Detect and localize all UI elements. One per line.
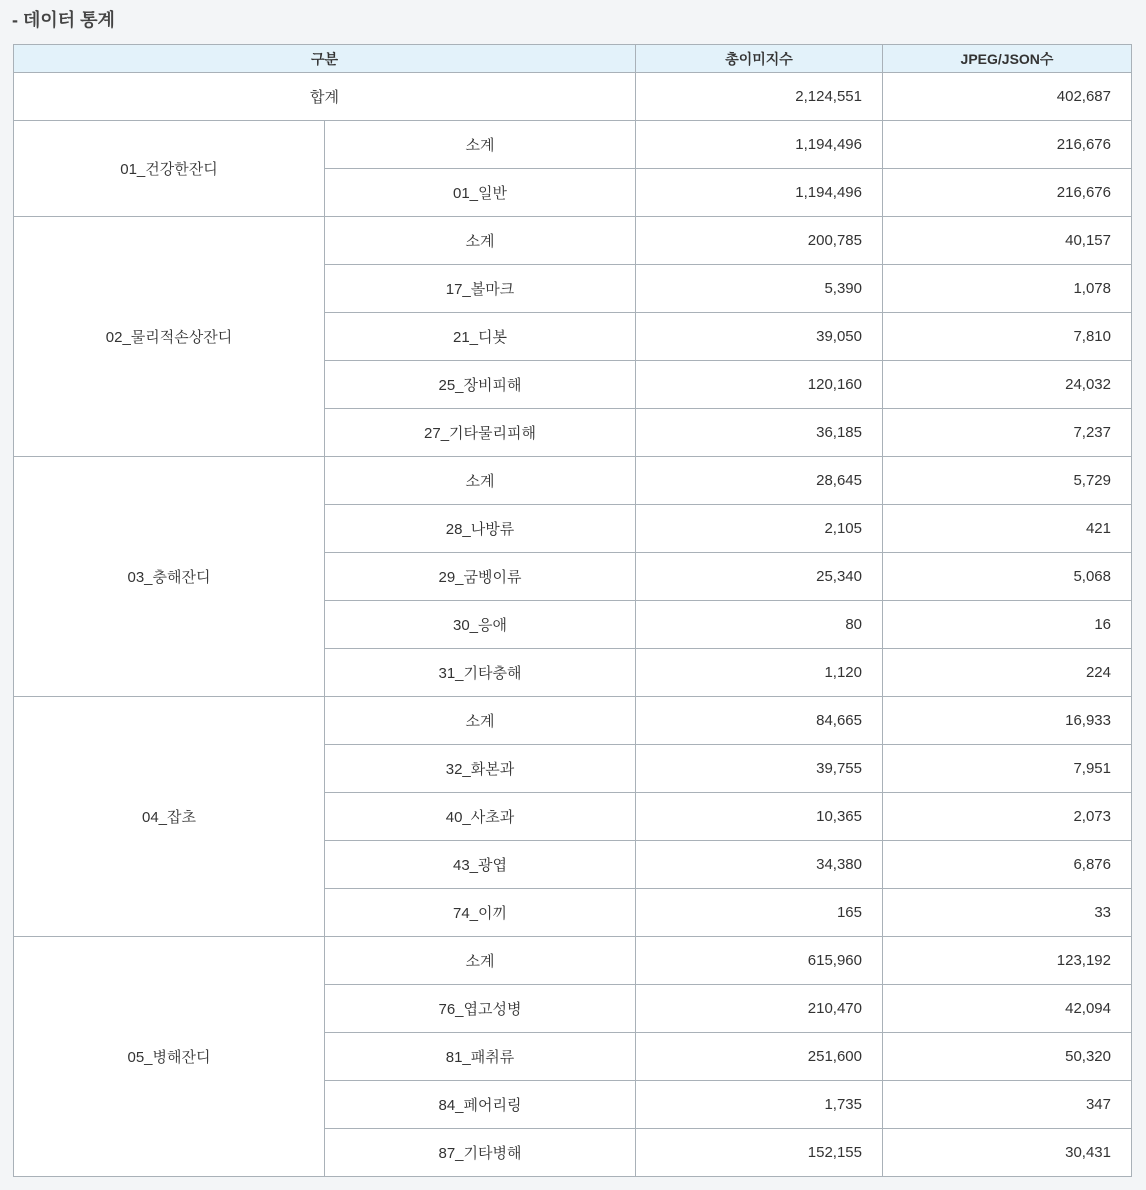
jpeg-json-value: 216,676 — [883, 121, 1132, 169]
total-images-value: 1,120 — [636, 649, 883, 697]
jpeg-json-value: 30,431 — [883, 1129, 1132, 1177]
row-label: 25_장비피해 — [325, 361, 636, 409]
total-row — [14, 73, 1132, 121]
row-label: 28_나방류 — [325, 505, 636, 553]
row-label: 43_광엽 — [325, 841, 636, 889]
row-label: 29_굼벵이류 — [325, 553, 636, 601]
table-row — [14, 217, 1132, 265]
jpeg-json-value: 347 — [883, 1081, 1132, 1129]
jpeg-json-value: 7,237 — [883, 409, 1132, 457]
group-name: 02_물리적손상잔디 — [14, 217, 325, 457]
group-name: 04_잡초 — [14, 697, 325, 937]
row-label: 소계 — [325, 217, 636, 265]
jpeg-json-value: 40,157 — [883, 217, 1132, 265]
jpeg-json-value: 7,810 — [883, 313, 1132, 361]
group-name: 05_병해잔디 — [14, 937, 325, 1177]
total-images-value: 10,365 — [636, 793, 883, 841]
row-label: 40_사초과 — [325, 793, 636, 841]
total-images-value: 1,194,496 — [636, 169, 883, 217]
total-images-value: 120,160 — [636, 361, 883, 409]
jpeg-json-value: 216,676 — [883, 169, 1132, 217]
jpeg-json-value: 24,032 — [883, 361, 1132, 409]
header-jpeg-json: JPEG/JSON수 — [883, 45, 1132, 73]
table-row — [14, 457, 1132, 505]
table-row — [14, 121, 1132, 169]
row-label: 소계 — [325, 457, 636, 505]
jpeg-json-value: 5,729 — [883, 457, 1132, 505]
total-images-value: 1,194,496 — [636, 121, 883, 169]
row-label: 소계 — [325, 937, 636, 985]
row-label: 소계 — [325, 121, 636, 169]
header-category: 구분 — [14, 45, 636, 73]
jpeg-json-value: 224 — [883, 649, 1132, 697]
header-row — [14, 45, 1132, 73]
row-label: 81_패취류 — [325, 1033, 636, 1081]
total-jpeg-json-value: 402,687 — [883, 73, 1132, 121]
total-images-value: 39,050 — [636, 313, 883, 361]
row-label: 84_페어리링 — [325, 1081, 636, 1129]
total-images-value: 28,645 — [636, 457, 883, 505]
row-label: 21_디봇 — [325, 313, 636, 361]
jpeg-json-value: 50,320 — [883, 1033, 1132, 1081]
table-row — [14, 697, 1132, 745]
total-images-value: 5,390 — [636, 265, 883, 313]
jpeg-json-value: 7,951 — [883, 745, 1132, 793]
data-statistics-table — [13, 44, 1132, 1177]
total-images-value: 251,600 — [636, 1033, 883, 1081]
table-row — [14, 937, 1132, 985]
row-label: 27_기타물리피해 — [325, 409, 636, 457]
total-images-value: 39,755 — [636, 745, 883, 793]
total-images-value: 200,785 — [636, 217, 883, 265]
total-images-value: 165 — [636, 889, 883, 937]
jpeg-json-value: 123,192 — [883, 937, 1132, 985]
jpeg-json-value: 16 — [883, 601, 1132, 649]
section-title: - 데이터 통계 — [12, 10, 115, 30]
group-name: 01_건강한잔디 — [14, 121, 325, 217]
total-images-value: 2,124,551 — [636, 73, 883, 121]
jpeg-json-value: 1,078 — [883, 265, 1132, 313]
total-images-value: 80 — [636, 601, 883, 649]
total-label: 합계 — [14, 73, 636, 121]
total-images-value: 210,470 — [636, 985, 883, 1033]
row-label: 01_일반 — [325, 169, 636, 217]
jpeg-json-value: 6,876 — [883, 841, 1132, 889]
row-label: 30_응애 — [325, 601, 636, 649]
total-images-value: 84,665 — [636, 697, 883, 745]
row-label: 31_기타충해 — [325, 649, 636, 697]
total-images-value: 25,340 — [636, 553, 883, 601]
jpeg-json-value: 33 — [883, 889, 1132, 937]
total-images-value: 36,185 — [636, 409, 883, 457]
row-label: 17_볼마크 — [325, 265, 636, 313]
jpeg-json-value: 42,094 — [883, 985, 1132, 1033]
row-label: 소계 — [325, 697, 636, 745]
row-label: 32_화본과 — [325, 745, 636, 793]
total-images-value: 2,105 — [636, 505, 883, 553]
row-label: 87_기타병해 — [325, 1129, 636, 1177]
jpeg-json-value: 16,933 — [883, 697, 1132, 745]
header-total-images: 총이미지수 — [636, 45, 883, 73]
total-images-value: 34,380 — [636, 841, 883, 889]
total-images-value: 1,735 — [636, 1081, 883, 1129]
row-label: 74_이끼 — [325, 889, 636, 937]
group-name: 03_충해잔디 — [14, 457, 325, 697]
jpeg-json-value: 5,068 — [883, 553, 1132, 601]
row-label: 76_엽고성병 — [325, 985, 636, 1033]
jpeg-json-value: 2,073 — [883, 793, 1132, 841]
jpeg-json-value: 421 — [883, 505, 1132, 553]
total-images-value: 152,155 — [636, 1129, 883, 1177]
total-images-value: 615,960 — [636, 937, 883, 985]
